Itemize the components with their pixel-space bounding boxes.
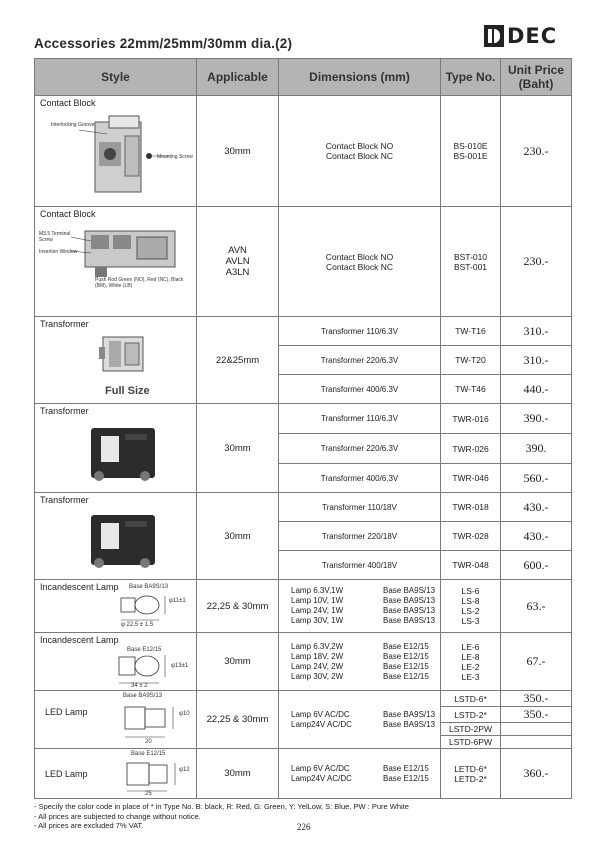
type-no-cell: TWR-016 bbox=[441, 404, 501, 434]
price-cell: 440.- bbox=[501, 375, 572, 404]
lamp-spec: Lamp24V AC/DC bbox=[291, 773, 352, 783]
lamp-row bbox=[291, 672, 440, 682]
dimensions-cell: Transformer 400/6.3V bbox=[279, 464, 441, 493]
type-no-text: BST-010 bbox=[453, 251, 488, 262]
type-no-text: LS-6 bbox=[461, 586, 480, 596]
type-no-text: LETD-6* bbox=[454, 763, 487, 774]
type-no-cell: LSTD-2* bbox=[441, 707, 501, 723]
footnote: - All prices are subjected to change without notice. bbox=[34, 811, 201, 821]
lamp-row bbox=[291, 596, 440, 606]
table-row bbox=[35, 404, 572, 434]
style-label: LED Lamp bbox=[45, 707, 88, 717]
applicable-text: AVLN bbox=[225, 256, 250, 267]
transformer-image bbox=[95, 331, 155, 381]
drawing-label: φ11±1 bbox=[169, 598, 186, 604]
header-unit-price: Unit Price (Baht) bbox=[501, 59, 572, 96]
price-cell: 600.- bbox=[501, 551, 572, 580]
lamp-spec: Lamp 6.3V,2W bbox=[291, 641, 344, 651]
type-no-cell bbox=[441, 580, 501, 633]
price-cell: 430.- bbox=[501, 522, 572, 551]
lamp-row bbox=[291, 710, 440, 720]
table-row bbox=[35, 633, 572, 691]
type-no-cell: LSTD-6PW bbox=[441, 736, 501, 749]
table-row bbox=[35, 207, 572, 317]
lamp-spec: Lamp 30V, 1W bbox=[291, 616, 344, 625]
callout-push-rod: Push Rod Green (NO), Red (NC), Black (BM), White (LB) bbox=[95, 277, 184, 289]
style-cell bbox=[35, 317, 197, 404]
header-row bbox=[35, 59, 572, 96]
drawing-label: φ13±1 bbox=[171, 663, 189, 669]
style-cell bbox=[35, 493, 197, 580]
lamp-row bbox=[291, 586, 440, 596]
type-no-cell: TWR-048 bbox=[441, 551, 501, 580]
price-cell: 310.- bbox=[501, 317, 572, 346]
applicable-cell: 30mm bbox=[197, 96, 279, 207]
applicable-cell: 30mm bbox=[197, 633, 279, 691]
transformer-image bbox=[85, 420, 165, 490]
style-cell bbox=[35, 207, 197, 317]
type-no-cell: TWR-018 bbox=[441, 493, 501, 522]
price-cell bbox=[501, 736, 572, 749]
lamp-spec: Lamp 10V, 1W bbox=[291, 596, 344, 605]
type-no-cell bbox=[441, 207, 501, 317]
type-no-cell: TWR-028 bbox=[441, 522, 501, 551]
lamp-base: Base BA9S/13 bbox=[383, 596, 436, 605]
lamp-spec: Lamp 24V, 1W bbox=[291, 606, 344, 615]
type-no-cell: TW-T20 bbox=[441, 346, 501, 375]
page-number: 226 bbox=[297, 822, 311, 832]
table-row bbox=[35, 493, 572, 522]
logo-mark-icon bbox=[484, 25, 504, 47]
lamp-base: Base E12/15 bbox=[383, 641, 429, 651]
lamp-base: Base E12/15 bbox=[383, 763, 429, 773]
lamp-drawing bbox=[119, 697, 189, 743]
footnote: - All prices are excluded 7% VAT. bbox=[34, 821, 144, 830]
drawing-label: Base BA9S/13 bbox=[123, 693, 163, 699]
applicable-cell: 22&25mm bbox=[197, 317, 279, 404]
type-no-text: LE-3 bbox=[461, 671, 480, 682]
dimensions-cell: Transformer 220/6.3V bbox=[279, 346, 441, 375]
header-dimensions: Dimensions (mm) bbox=[279, 59, 441, 96]
style-cell bbox=[35, 749, 197, 799]
applicable-cell: 22,25 & 30mm bbox=[197, 580, 279, 633]
drawing-label: 25 bbox=[145, 791, 152, 797]
accessories-table bbox=[34, 58, 572, 799]
applicable-cell bbox=[197, 207, 279, 317]
price-cell: 360.- bbox=[501, 749, 572, 799]
dimensions-cell: Transformer 220/18V bbox=[279, 522, 441, 551]
style-cell bbox=[35, 580, 197, 633]
style-cell bbox=[35, 691, 197, 749]
dimensions-cell bbox=[279, 580, 441, 633]
type-no-text: LS-8 bbox=[461, 596, 480, 606]
table-row bbox=[35, 96, 572, 207]
footnotes bbox=[34, 802, 409, 831]
lamp-row bbox=[291, 606, 440, 616]
callout-insertion-window: Insertion Window bbox=[39, 249, 78, 255]
style-label: Incandescent Lamp bbox=[40, 635, 119, 645]
full-size-label: Full Size bbox=[105, 385, 150, 397]
lamp-base: Base E12/15 bbox=[383, 651, 429, 661]
lamp-row bbox=[291, 662, 440, 672]
applicable-cell: 30mm bbox=[197, 493, 279, 580]
type-no-text: LS-3 bbox=[461, 616, 480, 626]
dimensions-cell bbox=[279, 207, 441, 317]
price-cell: 230.- bbox=[501, 96, 572, 207]
lamp-row bbox=[291, 720, 440, 730]
dimension-text: Contact Block NO bbox=[325, 251, 394, 262]
style-label: Incandescent Lamp bbox=[40, 582, 119, 592]
type-no-cell: TW-T16 bbox=[441, 317, 501, 346]
applicable-cell: 30mm bbox=[197, 404, 279, 493]
lamp-spec: Lamp 6.3V,1W bbox=[291, 586, 344, 595]
lamp-base: Base BA9S/13 bbox=[383, 616, 436, 625]
idec-logo bbox=[484, 24, 557, 48]
lamp-spec: Lamp 6V AC/DC bbox=[291, 763, 350, 773]
dimensions-cell bbox=[279, 633, 441, 691]
drawing-label: Base E12/15 bbox=[127, 647, 162, 653]
lamp-base: Base E12/15 bbox=[383, 773, 429, 783]
dimensions-cell bbox=[279, 749, 441, 799]
dimension-text: Contact Block NC bbox=[325, 261, 394, 272]
type-no-text: LE-6 bbox=[461, 641, 480, 652]
type-no-cell bbox=[441, 749, 501, 799]
callout-mounting-screw: Mounting Screw bbox=[157, 154, 193, 160]
lamp-row bbox=[291, 774, 440, 784]
dimensions-cell: Transformer 400/6.3V bbox=[279, 375, 441, 404]
lamp-spec: Lamp 6V AC/DC bbox=[291, 709, 350, 719]
dimensions-cell: Transformer 110/6.3V bbox=[279, 404, 441, 434]
table-row bbox=[35, 691, 572, 707]
callout-terminal-screw: M3.5 Terminal Screw bbox=[39, 231, 71, 243]
applicable-text: AVN bbox=[228, 245, 247, 256]
price-cell: 350.- bbox=[501, 707, 572, 723]
drawing-label: φ12 bbox=[179, 767, 190, 773]
contact-block-image bbox=[65, 223, 185, 283]
lamp-base: Base E12/15 bbox=[383, 671, 429, 681]
style-cell bbox=[35, 96, 197, 207]
transformer-image bbox=[85, 507, 165, 577]
type-no-cell: LSTD-2PW bbox=[441, 723, 501, 736]
type-no-cell bbox=[441, 633, 501, 691]
drawing-label: 20 bbox=[145, 739, 152, 745]
style-label: Transformer bbox=[40, 495, 89, 505]
lamp-spec: Lamp24V AC/DC bbox=[291, 719, 352, 729]
applicable-cell: 30mm bbox=[197, 749, 279, 799]
drawing-label: Base BA9S/13 bbox=[129, 584, 169, 590]
dimensions-cell bbox=[279, 691, 441, 749]
type-no-cell: LSTD-6* bbox=[441, 691, 501, 707]
price-cell: 390.- bbox=[501, 404, 572, 434]
type-no-text: LE-8 bbox=[461, 651, 480, 662]
dimensions-cell: Transformer 220/6.3V bbox=[279, 434, 441, 464]
footnote: - Specify the color code in place of * in Type No. B: black, R: Red, G: Green, Y: YelLow, S: Blue, PW : Pure White bbox=[34, 802, 409, 811]
lamp-row bbox=[291, 652, 440, 662]
lamp-spec: Lamp 24V, 2W bbox=[291, 661, 344, 671]
lamp-drawing bbox=[115, 586, 185, 626]
price-cell: 230.- bbox=[501, 207, 572, 317]
lamp-base: Base BA9S/13 bbox=[383, 719, 436, 729]
dimension-text: Contact Block NC bbox=[325, 151, 394, 161]
dimensions-cell bbox=[279, 96, 441, 207]
type-no-text: BS-001E bbox=[453, 151, 488, 161]
style-label: Contact Block bbox=[40, 98, 96, 108]
type-no-cell: TWR-026 bbox=[441, 434, 501, 464]
dimensions-cell: Transformer 400/18V bbox=[279, 551, 441, 580]
type-no-text: LE-2 bbox=[461, 661, 480, 672]
lamp-base: Base BA9S/13 bbox=[383, 606, 436, 615]
applicable-text: A3LN bbox=[225, 267, 250, 278]
lamp-row bbox=[291, 642, 440, 652]
type-no-text: LS-2 bbox=[461, 606, 480, 616]
dimensions-cell: Transformer 110/6.3V bbox=[279, 317, 441, 346]
type-no-text: BST-001 bbox=[453, 261, 488, 272]
style-label: Contact Block bbox=[40, 209, 96, 219]
lamp-spec: Lamp 18V, 2W bbox=[291, 651, 344, 661]
lamp-base: Base E12/15 bbox=[383, 661, 429, 671]
page-title: Accessories 22mm/25mm/30mm dia.(2) bbox=[34, 36, 293, 51]
type-no-text: BS-010E bbox=[453, 141, 488, 151]
drawing-label: Base E12/15 bbox=[131, 751, 166, 757]
header-style: Style bbox=[35, 59, 197, 96]
lamp-base: Base BA9S/13 bbox=[383, 586, 436, 595]
lamp-drawing bbox=[121, 755, 191, 797]
header-applicable: Applicable bbox=[197, 59, 279, 96]
price-cell: 310.- bbox=[501, 346, 572, 375]
drawing-label: φ 22.5 ± 1.5 bbox=[121, 622, 154, 628]
price-cell: 430.- bbox=[501, 493, 572, 522]
type-no-cell: TW-T46 bbox=[441, 375, 501, 404]
lamp-row bbox=[291, 616, 440, 626]
lamp-base: Base BA9S/13 bbox=[383, 709, 436, 719]
type-no-text: LETD-2* bbox=[454, 773, 487, 784]
style-cell bbox=[35, 404, 197, 493]
style-cell bbox=[35, 633, 197, 691]
price-cell: 350.- bbox=[501, 691, 572, 707]
type-no-cell bbox=[441, 96, 501, 207]
lamp-spec: Lamp 30V, 2W bbox=[291, 671, 344, 681]
price-cell: 560.- bbox=[501, 464, 572, 493]
dimension-text: Contact Block NO bbox=[325, 141, 394, 151]
style-label: LED Lamp bbox=[45, 769, 88, 779]
drawing-label: 34 ± 2 bbox=[131, 683, 148, 689]
price-cell: 63.- bbox=[501, 580, 572, 633]
type-no-cell: TWR-046 bbox=[441, 464, 501, 493]
style-label: Transformer bbox=[40, 406, 89, 416]
header-type-no: Type No. bbox=[441, 59, 501, 96]
logo-text: DEC bbox=[507, 24, 558, 48]
price-cell bbox=[501, 723, 572, 736]
table-row bbox=[35, 580, 572, 633]
table-row bbox=[35, 749, 572, 799]
callout-interlocking: Interlocking Groove bbox=[51, 122, 95, 128]
dimensions-cell: Transformer 110/18V bbox=[279, 493, 441, 522]
drawing-label: φ10 bbox=[179, 711, 190, 717]
lamp-row bbox=[291, 764, 440, 774]
style-label: Transformer bbox=[40, 319, 89, 329]
applicable-cell: 22,25 & 30mm bbox=[197, 691, 279, 749]
table-row bbox=[35, 317, 572, 346]
price-cell: 67.- bbox=[501, 633, 572, 691]
price-cell: 390. bbox=[501, 434, 572, 464]
